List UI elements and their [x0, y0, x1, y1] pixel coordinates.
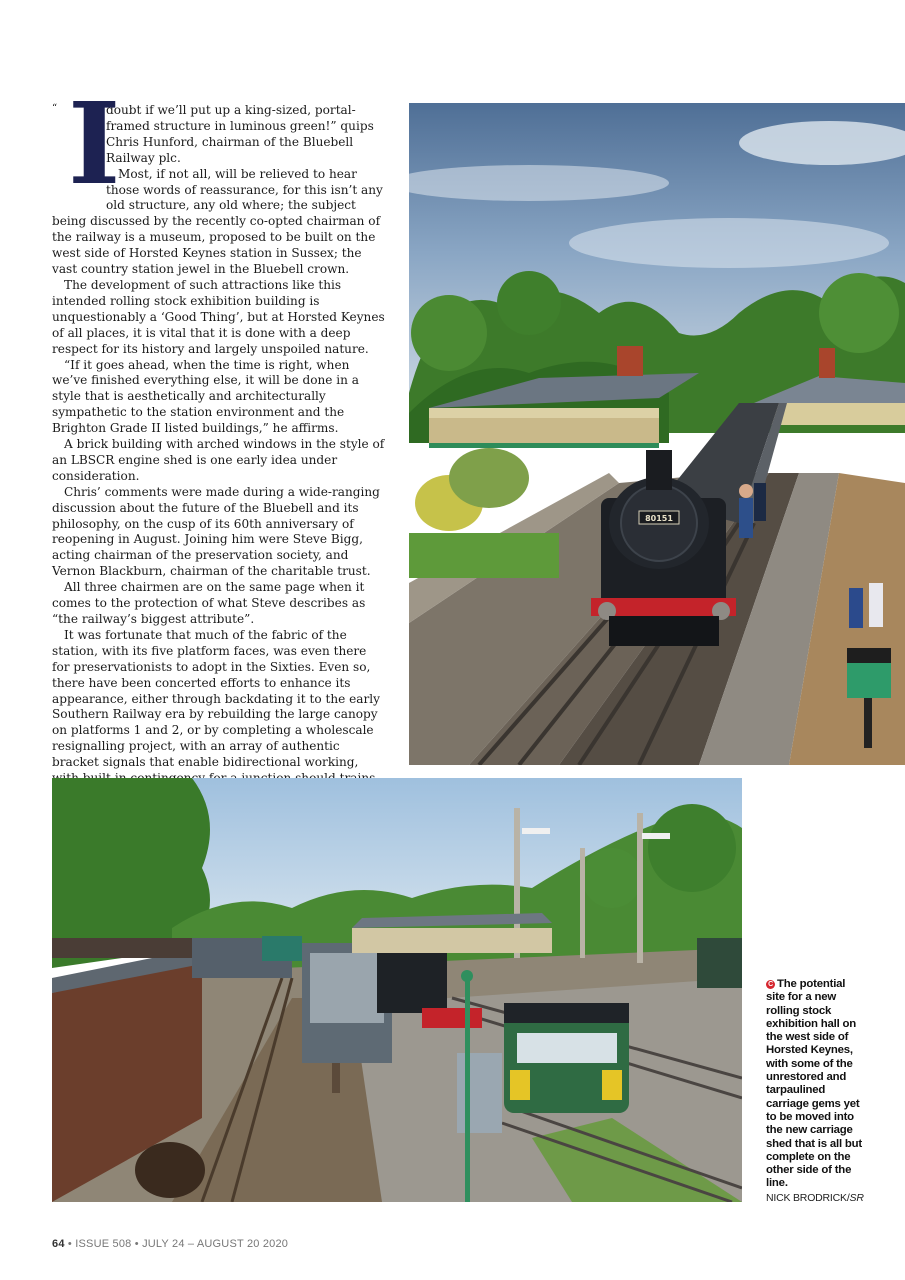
issue-number: ISSUE 508	[75, 1238, 132, 1250]
article-paragraph-4: “If it goes ahead, when the time is right, when we’ve finished everything else, it will be done in a style that is aesthetically and architecturally sympathetic to the station environment and the Brighton Grade II listed buildings,” he affirms.	[52, 357, 360, 436]
photo-caption	[766, 978, 866, 1205]
article-paragraph-6: Chris’ comments were made during a wide-ranging discussion about the future of the Bluebell and its philosophy, on the cusp of its 60th anniversary of reopening in August. Joining him were Steve Bigg, acting chairman of the preservation society, and Vernon Blackburn, chairman of the charitable trust.	[52, 484, 380, 579]
footer-separator-2: •	[134, 1238, 139, 1250]
article-paragraph-7: All three chairmen are on the same page when it comes to the protection of what Steve describes as “the railway’s biggest attribute”.	[52, 580, 366, 626]
credit-agency: SR	[849, 1191, 864, 1204]
article-paragraph-8: It was fortunate that much of the fabric of the station, with its five platform faces, was even there for preservationists to adopt in the Sixties. Even so, there have been concerted efforts to enhance its appearance, either through backdating it to the early Southern Railway era by rebuilding the large canopy on platforms 1 and 2, or by completing a wholescale resignalling project, with an array of authentic bracket signals that enable bidirectional working,	[52, 627, 380, 770]
issue-date: JULY 24 – AUGUST 20 2020	[142, 1238, 289, 1250]
open-quote: “	[52, 103, 58, 114]
page-footer	[52, 1238, 288, 1250]
photo-sidings-carriages	[52, 778, 742, 1202]
photo-credit	[766, 1192, 866, 1205]
footer-separator-1: •	[67, 1238, 72, 1250]
credit-name: NICK BRODRICK/	[766, 1191, 850, 1204]
article-paragraph-1	[52, 79, 386, 210]
sidings-photo-illustration	[52, 778, 742, 1202]
drop-cap	[64, 79, 121, 210]
locomotive-photo-illustration	[409, 103, 905, 765]
article-paragraph-5: A brick building with arched windows in the style of an LBSCR engine shed is one early idea under consideration.	[52, 437, 385, 483]
page-number: 64	[52, 1238, 65, 1250]
photo-locomotive-station	[409, 103, 905, 765]
loco-number-plate: 80151	[645, 514, 673, 523]
drop-cap-letter: I	[68, 79, 121, 210]
article-paragraph-2: Most, if not all, will be relieved to hear those words of reassurance, for this isn’t any old structure, any old where; the subject being discussed by the recently co-opted chairman of the railway is a museum, proposed to be built on the west side of Horsted Keynes station in Sussex; the vast country station jewel in the Bluebell crown.	[52, 166, 383, 277]
paragraph-text: doubt if we’ll put up a king-sized, portal-framed structure in luminous green!” quips Chris Hunford, chairman of the Bluebell Railway plc.	[106, 103, 374, 165]
article-body	[52, 79, 386, 803]
caption-text: The potential site for a new rolling stock exhibition hall on the west side of Horsted Keynes, with some of the unrestored and tarpaulined carriage gems yet to be moved into the new carriage shed that is all but complete on the other side of the line.	[766, 978, 862, 1190]
caption-marker-icon: C	[766, 980, 775, 989]
article-paragraph-3: The development of such attractions like this intended rolling stock exhibition building is unquestionably a ‘Good Thing’, but at Horsted Keynes of all places, it is vital that it is done with a deep respect for its history and largely unspoiled nature.	[52, 277, 385, 356]
